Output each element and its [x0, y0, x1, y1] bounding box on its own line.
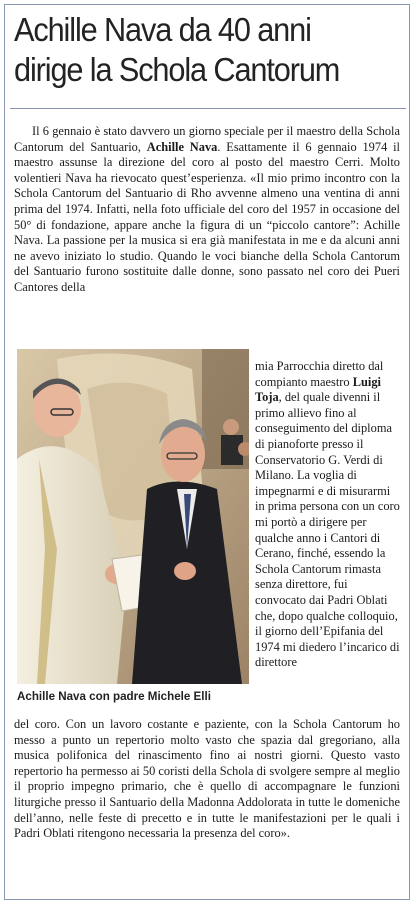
body-top-text-2: . Esattamente il 6 gennaio 1974 il maestro assunse la direzione del coro al posto del maestro Cerri. Molto volentieri Nava ha rievocato quest’esperienza. «Il mio primo incontro con la Schola Cantorum del Santuario di Rho avvenne almeno una ventina di anni prima del 1974. Infatti, nella foto ufficiale del coro del 1957 in occasione del 50° di fondazione, appare anche la figura di un “piccolo cantore”: Achille Nava. La passione per la musica si era già manifestata in me e da alcuni anni ne avevo iniziato lo studio. Quando le voci bianche della Schola Cantorum del Santuario furono sostituite dalle donne, sono passato nel coro dei Pueri Cantores della — [14, 139, 400, 294]
article-body-top — [14, 124, 400, 296]
body-side-text-2: , del quale divenni il primo allievo fino al conseguimento del diploma di pianoforte presso il Conservatorio G. Verdi di Milano. La voglia di impegnarmi e di misurarmi in prima persona con un coro mi portò a dirigere per qualche anno i Cantori di Cerano, finché, essendo la Schola Cantorum rimasta senza direttore, fui convocato dai Padri Oblati che, dopo qualche colloquio, il giorno dell’Epifania del 1974 mi diedero l’incarico di direttore — [255, 390, 400, 670]
body-side-name: Luigi Toja — [255, 374, 381, 405]
headline-line-1: Achille Nava da 40 anni — [14, 11, 311, 48]
headline-divider — [10, 108, 406, 109]
headline — [14, 10, 377, 90]
photo-illustration — [17, 349, 249, 684]
article-body-bottom: del coro. Con un lavoro costante e paziente, con la Schola Cantorum ho messo a punto un repertorio molto vasto che spazia dal gregoriano, alla musica polifonica del rinascimento fino ai nostri giorni. Questo vasto repertorio ha permesso ai 50 coristi della Schola di svolgere sempre al meglio il proprio impegno primario, che è quello di accompagnare le funzioni liturgiche presso il Santuario della Madonna Addolorata in tutte le domeniche dell’anno, nelle feste di precetto e in tutte le manifestazioni per le quali i Padri Oblati ritengono necessaria la presenza del coro». — [14, 717, 400, 841]
headline-line-2: dirige la Schola Cantorum — [14, 51, 340, 88]
body-top-name: Achille Nava — [146, 139, 218, 154]
photo-caption: Achille Nava con padre Michele Elli — [17, 690, 211, 703]
body-side-text-1: mia Parrocchia diretto dal compianto maestro — [255, 359, 384, 389]
article-photo — [17, 349, 249, 684]
body-top-text-1: Il 6 gennaio è stato davvero un giorno speciale per il maestro della Schola Cantorum del Santuario, — [14, 124, 400, 154]
article-body-side — [255, 359, 401, 671]
